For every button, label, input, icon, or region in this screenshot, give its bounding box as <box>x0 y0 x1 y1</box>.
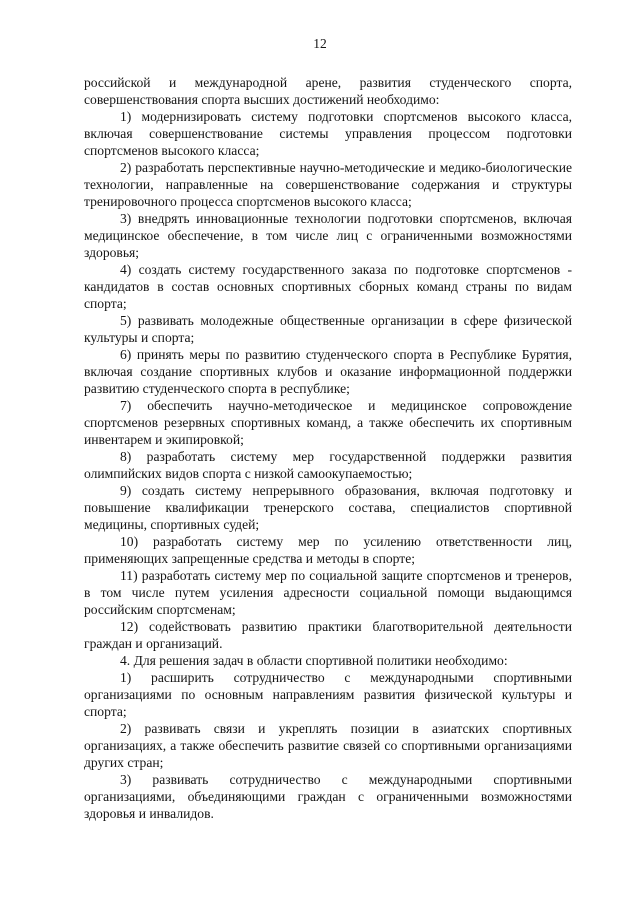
paragraph-intro-continuation: российской и международной арене, развития студенческого спорта, совершенствования спорта высших достижений необходимо: <box>84 75 572 107</box>
list-item: 6) принять меры по развитию студенческого спорта в Республике Бурятия, включая создание спортивных клубов и оказание информационной поддержки развитию студенческого спорта в республике; <box>84 347 572 396</box>
list-item: 3) развивать сотрудничество с международными спортивными организациями, объединяющими граждан с ограниченными возможностями здоровья и инвалидов. <box>84 772 572 821</box>
section-heading-paragraph: 4. Для решения задач в области спортивной политики необходимо: <box>120 653 508 668</box>
list-item: 9) создать систему непрерывного образования, включая подготовку и повышение квалификации тренерского состава, специалистов спортивной медицины, спортивных судей; <box>84 483 572 532</box>
list-item: 5) развивать молодежные общественные организации в сфере физической культуры и спорта; <box>84 313 572 345</box>
list-item: 8) разработать систему мер государственной поддержки развития олимпийских видов спорта с низкой самоокупаемостью; <box>84 449 572 481</box>
list-item: 4) создать систему государственного заказа по подготовке спортсменов - кандидатов в состав основных спортивных сборных команд страны по видам спорта; <box>84 262 572 311</box>
list-item: 1) расширить сотрудничество с международными спортивными организациями по основным направлениям развития физической культуры и спорта; <box>84 670 572 719</box>
body-text <box>84 74 572 822</box>
list-item: 11) разработать систему мер по социальной защите спортсменов и тренеров, в том числе путем усиления адресности социальной помощи выдающимся российским спортсменам; <box>84 568 572 617</box>
page-number: 12 <box>313 36 327 51</box>
list-item: 10) разработать систему мер по усилению ответственности лиц, применяющих запрещенные средства и методы в спорте; <box>84 534 572 566</box>
list-item: 7) обеспечить научно-методическое и медицинское сопровождение спортсменов резервных спортивных команд, а также обеспечить их спортивным инвентарем и экипировкой; <box>84 398 572 447</box>
list-item: 2) развивать связи и укреплять позиции в азиатских спортивных организациях, а также обеспечить развитие связей со спортивными организациями других стран; <box>84 721 572 770</box>
list-item: 12) содействовать развитию практики благотворительной деятельности граждан и организаций. <box>84 619 572 651</box>
list-item: 2) разработать перспективные научно-методические и медико-биологические технологии, направленные на совершенствование содержания и структуры тренировочного процесса спортсменов высокого класса; <box>84 160 572 209</box>
list-item: 1) модернизировать систему подготовки спортсменов высокого класса, включая совершенствование системы управления процессом подготовки спортсменов высокого класса; <box>84 109 572 158</box>
list-item: 3) внедрять инновационные технологии подготовки спортсменов, включая медицинское обеспечение, в том числе лиц с ограниченными возможностями здоровья; <box>84 211 572 260</box>
